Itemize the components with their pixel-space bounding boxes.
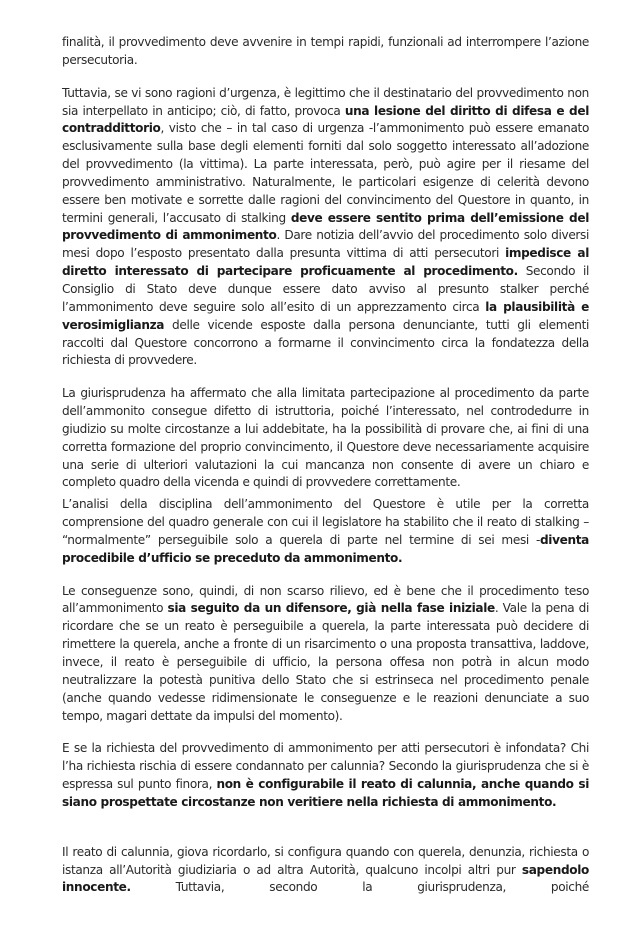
text-span: delle vicende esposte dalla persona denunciante, tutti gli elementi raccolti dal Questore concorrono a formarne il convincimento circa la fondatezza della richiesta di provvedere. bbox=[62, 317, 589, 368]
bold-span: non è configurabile il reato di calunnia, anche quando si siano prospettate circostanze non veritiere nella richiesta di ammonimento. bbox=[62, 777, 589, 809]
text-span: La giurisprudenza ha affermato che alla limitata partecipazione al procedimento da parte dell’ammonito consegue difetto di istruttoria, poiché l’interessato, nel controdedurre in giudizio su molte circostanze a lui addebitate, ha la possibilità di provare che, ai fini di una corretta formazione del proprio convincimento, il Questore deve necessariamente acquisire una serie di ulteriori valutazioni la cui mancanza non consente di avere un chiaro e completo quadro della vicenda e quindi di provvedere correttamente. bbox=[62, 386, 589, 490]
paragraph-2 bbox=[62, 85, 589, 371]
paragraph-5 bbox=[62, 583, 589, 726]
bold-span: la plausibilità e verosimiglianza bbox=[62, 299, 589, 332]
text-span: finalità, il provvedimento deve avvenire in tempi rapidi, funzionali ad interrompere l’azione persecutoria. bbox=[62, 35, 589, 67]
text-span: Secondo il Consiglio di Stato deve dunque essere dato avviso al presunto stalker perché l’ammonimento deve seguire solo all’esito di un apprezzamento circa bbox=[62, 264, 590, 314]
text-span: Le conseguenze sono, quindi, di non scarso rilievo, ed è bene che il procedimento teso all’ammonimento bbox=[62, 583, 589, 616]
text-span: Il reato di calunnia, giova ricordarlo, si configura quando con querela, denunzia, richiesta o istanza all’Autorità giudiziaria o ad altra Autorità, qualcuno incolpi altri pur bbox=[62, 844, 589, 877]
paragraph-3 bbox=[62, 385, 589, 492]
text-span: Tuttavia, se vi sono ragioni d’urgenza, è legittimo che il destinatario del provvedimento non sia interpellato in anticipo; ciò, di fatto, provoca bbox=[62, 85, 589, 118]
paragraph-6 bbox=[62, 740, 589, 811]
bold-span: sia seguito da un difensore, già nella fase iniziale bbox=[167, 601, 495, 616]
bold-span: diventa procedibile d’ufficio se preceduto da ammonimento. bbox=[62, 532, 589, 565]
text-span: . Vale la pena di ricordare che se un reato è perseguibile a querela, la parte interessata può decidere di rimettere la querela, anche a fronte di un risarcimento o una proposta transattiva, laddove, invece, il reato è perseguibile di ufficio, la persona offesa non potrà in alcun modo neutralizzare la potestà punitiva dello Stato che si estrinseca nel procedimento penale (anche quando vedesse ridimensionate le conseguenze e le reazioni denunciate a suo tempo, magari dettate da impulsi del momento). bbox=[62, 601, 589, 723]
bold-span: impedisce al diretto interessato di partecipare proficuamente al procedimento. bbox=[62, 246, 589, 279]
bold-span: deve essere sentito prima dell’emissione del provvedimento di ammonimento bbox=[62, 210, 589, 243]
bold-span: sapendolo innocente. bbox=[62, 862, 589, 895]
text-span: , visto che – in tal caso di urgenza -l’ammonimento può essere emanato esclusivamente sulla base degli elementi forniti dal solo soggetto interessato all’adozione del provvedimento (la vittima). La parte interessata, però, può agire per il riesame del provvedimento amministrativo. Naturalmente, le particolari esigenze di celerità devono essere ben motivate e sorrette dalle ragioni del convincimento del Questore in quanto, in termini generali, l’accusato di stalking bbox=[62, 121, 589, 225]
document-page bbox=[62, 34, 589, 912]
text-span: L’analisi della disciplina dell’ammonimento del Questore è utile per la corretta comprensione del quadro generale con cui il legislatore ha stabilito che il reato di stalking – “normalmente” perseguibile solo a querela di parte nel termine di sei mesi - bbox=[62, 497, 589, 547]
paragraph-4 bbox=[62, 496, 589, 567]
bold-span: una lesione del diritto di difesa e del contraddittorio bbox=[62, 103, 590, 136]
paragraph-7 bbox=[62, 844, 589, 898]
text-span: E se la richiesta del provvedimento di ammonimento per atti persecutori è infondata? Chi l’ha richiesta rischia di essere condannato per calunnia? Secondo la giurisprudenza che si è espressa sul punto finora, bbox=[62, 741, 589, 792]
text-span: Tuttavia, secondo la giurisprudenza, poiché bbox=[130, 880, 589, 895]
paragraph-1 bbox=[62, 34, 589, 70]
text-span: . Dare notizia dell’avvio del procedimento solo diversi mesi dopo l’esposto presentato dalla presunta vittima di atti persecutori bbox=[62, 228, 590, 261]
